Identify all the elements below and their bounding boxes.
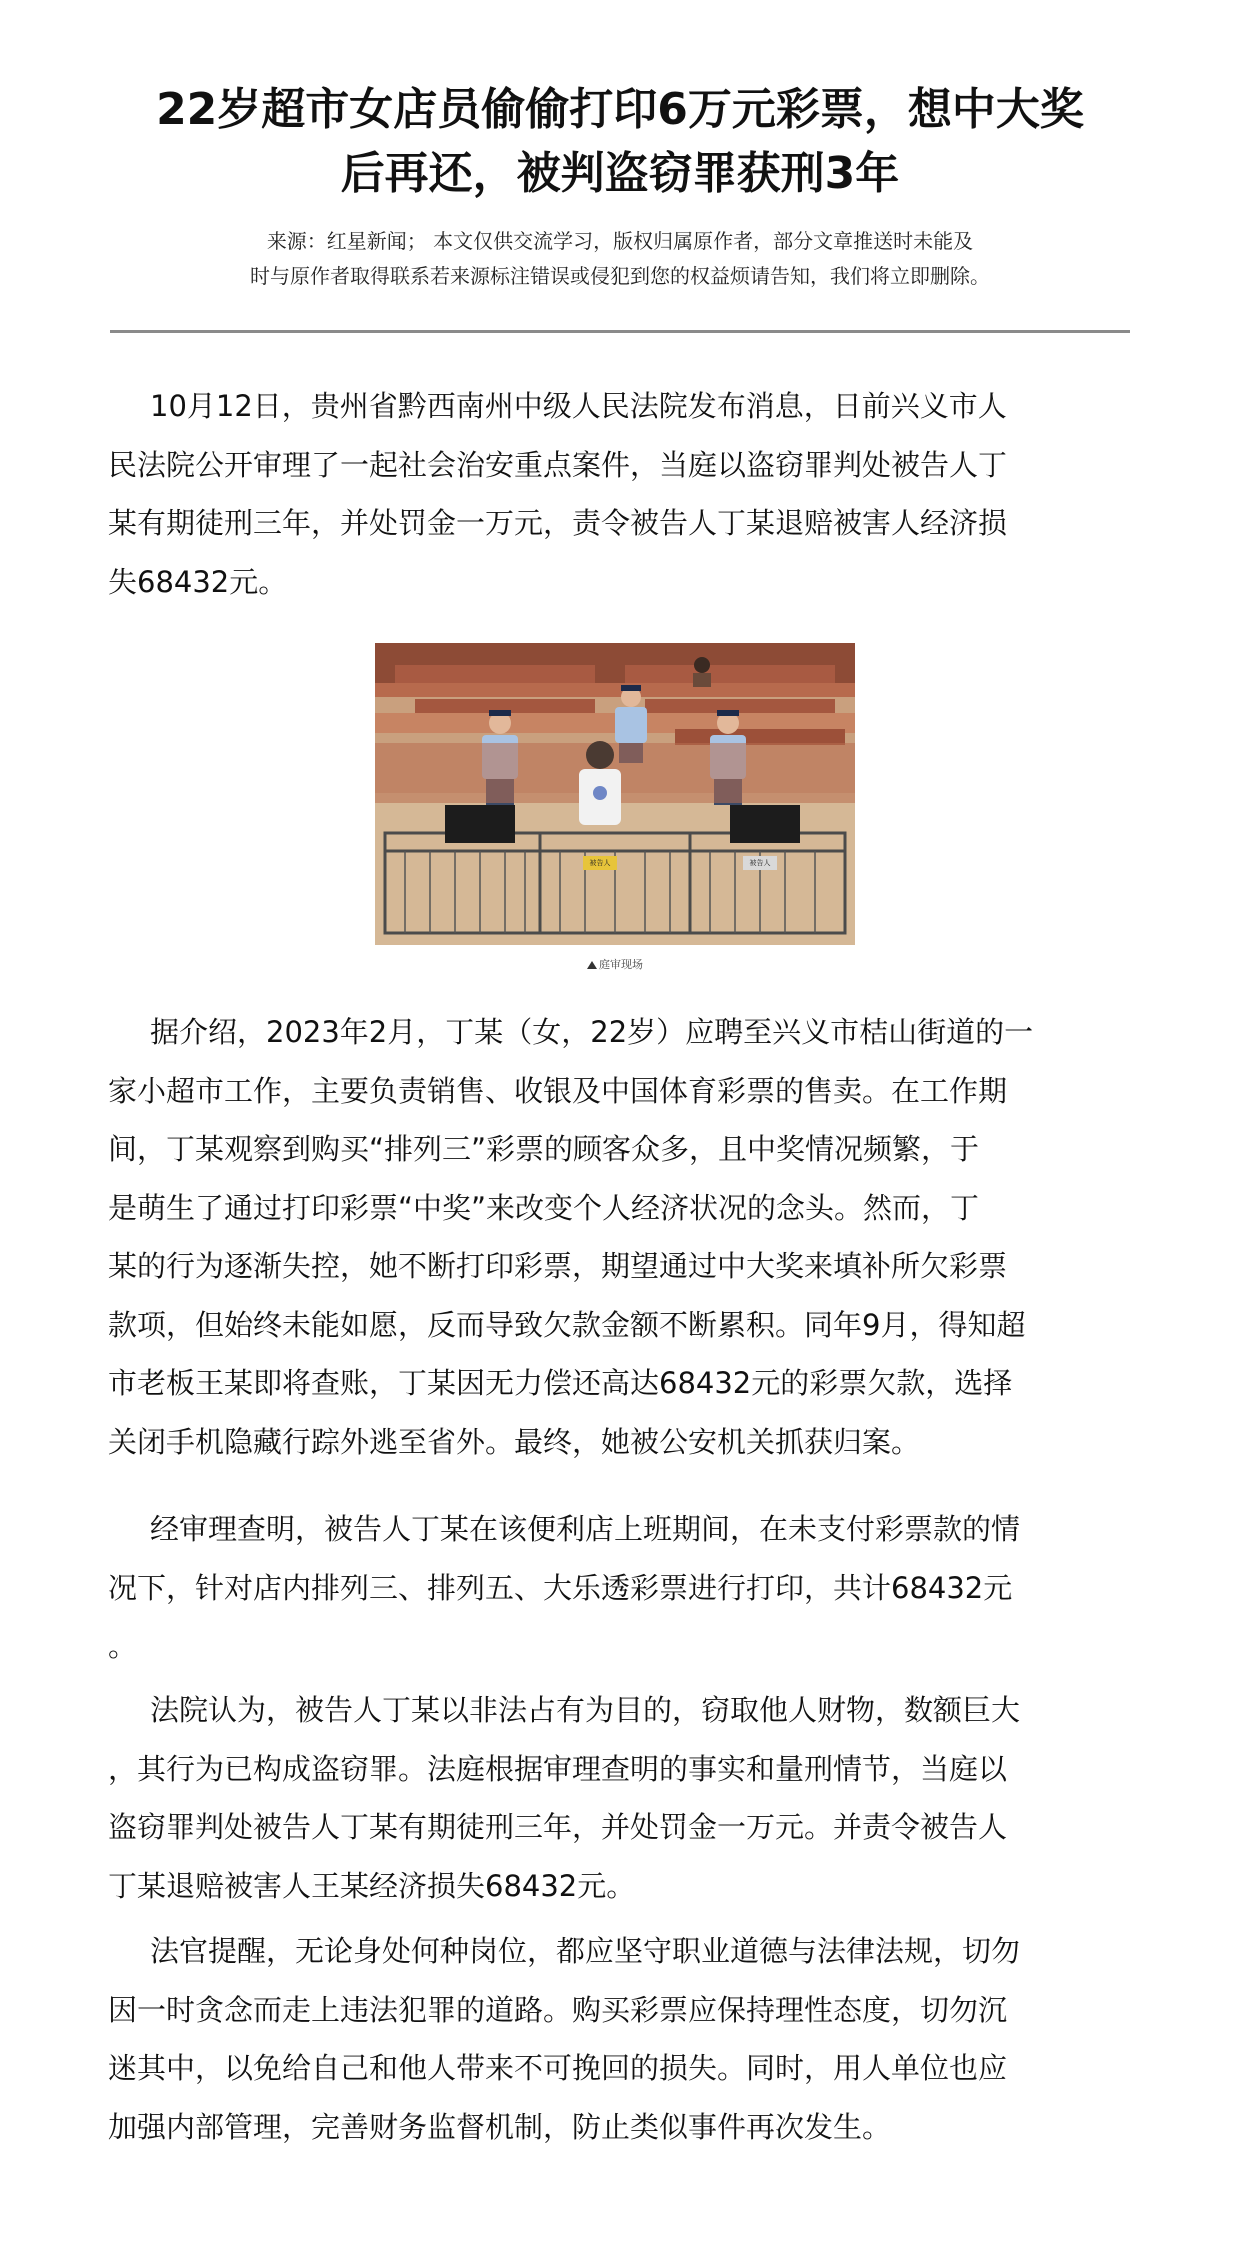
paragraph-5 — [108, 1922, 1148, 2156]
paragraph-line: 间，丁某观察到购买“排列三”彩票的顾客众多，且中奖情况频繁，于 — [108, 1132, 980, 1166]
paragraph-line: 家小超市工作，主要负责销售、收银及中国体育彩票的售卖。在工作期 — [108, 1073, 1008, 1108]
paragraph-line: 失68432元。 — [108, 564, 288, 599]
paragraph-line: 款项，但始终未能如愿，反而导致欠款金额不断累积。同年9月，得知超 — [108, 1307, 1026, 1342]
paragraph-line: 是萌生了通过打印彩票“中奖”来改变个人经济状况的念头。然而，丁 — [108, 1190, 980, 1225]
paragraph-line: 因一时贪念而走上违法犯罪的道路。购买彩票应保持理性态度，切勿沉 — [108, 1992, 1008, 2027]
courtroom-photo — [375, 643, 855, 945]
paragraph-line: 加强内部管理，完善财务监督机制，防止类似事件再次发生。 — [108, 2109, 892, 2144]
paragraph-line: 丁某退赔被害人王某经济损失68432元。 — [108, 1868, 636, 1903]
paragraph-line: 经审理查明，被告人丁某在该便利店上班期间，在未支付彩票款的情 — [150, 1512, 1021, 1546]
paragraph-line: 法官提醒，无论身处何种岗位，都应坚守职业道德与法律法规，切勿 — [150, 1934, 1021, 1968]
paragraph-line: 关闭手机隐藏行踪外逃至省外。最终，她被公安机关抓获归案。 — [108, 1424, 921, 1459]
paragraph-line: 10月12日，贵州省黔西南州中级人民法院发布消息，日前兴义市人 — [150, 389, 1007, 423]
paragraph-line: 。 — [108, 1629, 138, 1663]
paragraph-2 — [108, 1003, 1148, 1471]
paragraph-line: 法院认为，被告人丁某以非法占有为目的，窃取他人财物，数额巨大 — [150, 1693, 1021, 1727]
paragraph-line: 况下，针对店内排列三、排列五、大乐透彩票进行打印，共计68432元 — [108, 1570, 1013, 1605]
photo-caption-text: 庭审现场 — [599, 958, 643, 971]
header-divider — [110, 330, 1130, 333]
article-title-line-2: 后再还，被判盗窃罪获刑3年 — [340, 148, 900, 199]
defendant-plate: 被告人 — [589, 859, 611, 867]
paragraph-line: ，其行为已构成盗窃罪。法庭根据审理查明的事实和量刑情节，当庭以 — [108, 1751, 1008, 1786]
paragraph-line: 盗窃罪判处被告人丁某有期徒刑三年，并处罚金一万元。并责令被告人 — [108, 1810, 1008, 1844]
paragraph-line: 某的行为逐渐失控，她不断打印彩票，期望通过中大奖来填补所欠彩票 — [108, 1249, 1008, 1283]
paragraph-line: 市老板王某即将查账，丁某因无力偿还高达68432元的彩票欠款，选择 — [108, 1366, 1013, 1400]
paragraph-1 — [108, 377, 1148, 611]
courtroom-illustration — [375, 643, 855, 945]
paragraph-4 — [108, 1681, 1148, 1915]
paragraph-line: 某有期徒刑三年，并处罚金一万元，责令被告人丁某退赔被害人经济损 — [108, 506, 1008, 540]
triangle-icon — [587, 961, 597, 969]
photo-caption — [375, 958, 855, 972]
paragraph-line: 迷其中，以免给自己和他人带来不可挽回的损失。同时，用人单位也应 — [108, 2051, 1008, 2085]
source-note-line-2: 时与原作者取得联系若来源标注错误或侵犯到您的权益烦请告知，我们将立即删除。 — [250, 264, 990, 288]
paragraph-3 — [108, 1500, 1148, 1676]
source-note-line-1: 来源：红星新闻； 本文仅供交流学习，版权归属原作者，部分文章推送时未能及 — [266, 229, 974, 253]
article-title — [100, 78, 1140, 206]
paragraph-line: 民法院公开审理了一起社会治安重点案件，当庭以盗窃罪判处被告人丁 — [108, 447, 1008, 482]
source-note — [100, 224, 1140, 294]
defendant-plate-right: 被告人 — [749, 859, 771, 867]
article-title-line-1: 22岁超市女店员偷偷打印6万元彩票，想中大奖 — [156, 84, 1084, 135]
paragraph-line: 据介绍，2023年2月，丁某（女，22岁）应聘至兴义市桔山街道的一 — [150, 1015, 1034, 1049]
